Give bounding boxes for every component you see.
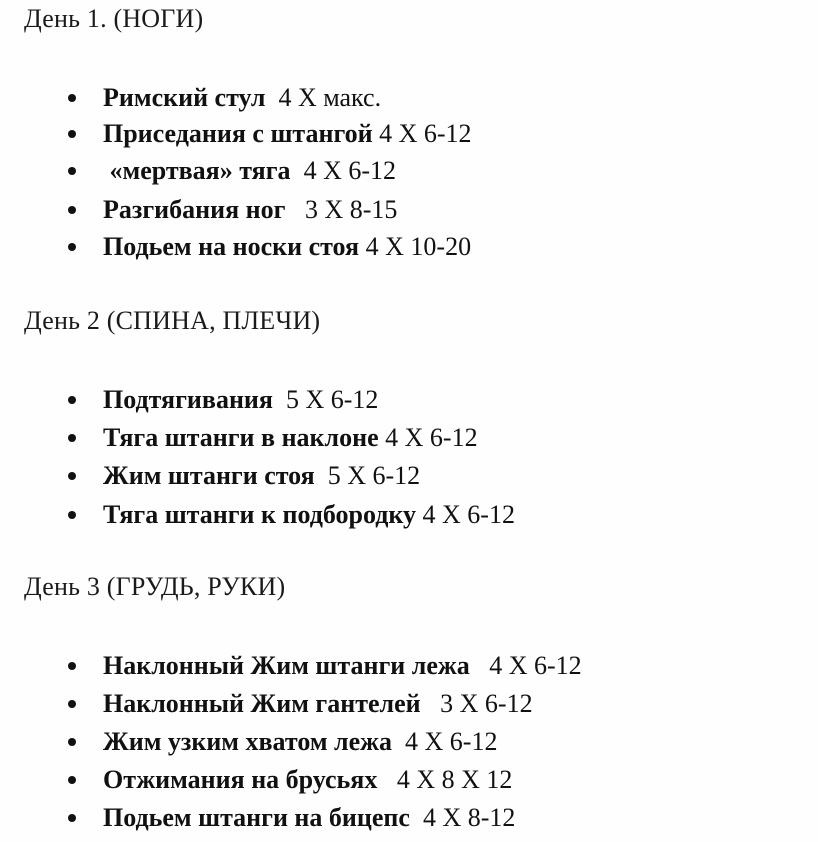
bullet-icon bbox=[68, 167, 76, 175]
list-item bbox=[68, 686, 533, 722]
exercise-reps: 4 Х 10-20 bbox=[365, 232, 472, 261]
exercise-name: Разгибания ног bbox=[103, 195, 286, 224]
exercise-reps: 4 Х 6-12 bbox=[303, 156, 396, 185]
list-item bbox=[68, 420, 478, 456]
exercise-name: Жим штанги стоя bbox=[103, 461, 315, 490]
bullet-icon bbox=[68, 700, 76, 708]
exercise-reps: 4 Х 6-12 bbox=[405, 727, 498, 756]
bullet-icon bbox=[68, 396, 76, 404]
bullet-icon bbox=[68, 814, 76, 822]
exercise-name: «мертвая» тяга bbox=[103, 156, 291, 185]
exercise-reps: 4 Х 6-12 bbox=[385, 423, 478, 452]
bullet-icon bbox=[68, 511, 76, 519]
list-item bbox=[68, 648, 582, 684]
bullet-icon bbox=[68, 206, 76, 214]
exercise-name: Наклонный Жим гантелей bbox=[103, 689, 421, 718]
bullet-icon bbox=[68, 472, 76, 480]
bullet-icon bbox=[68, 662, 76, 670]
list-item bbox=[68, 724, 497, 760]
exercise-name: Жим узким хватом лежа bbox=[103, 727, 393, 756]
list-item bbox=[68, 80, 381, 116]
exercise-reps: 4 Х 6-12 bbox=[422, 500, 515, 529]
exercise-reps: 4 Х макс. bbox=[278, 83, 382, 112]
exercise-reps: 5 Х 6-12 bbox=[327, 461, 421, 490]
exercise-reps: 4 Х 8 Х 12 bbox=[396, 765, 513, 794]
list-item bbox=[68, 229, 471, 265]
list-item bbox=[68, 153, 396, 189]
exercise-reps: 5 Х 6-12 bbox=[285, 385, 379, 414]
exercise-name: Тяга штанги к подбородку bbox=[103, 500, 417, 529]
bullet-icon bbox=[68, 738, 76, 746]
exercise-reps: 3 Х 6-12 bbox=[440, 689, 533, 718]
day-3-heading: День 3 (ГРУДЬ, РУКИ) bbox=[24, 572, 286, 601]
day-2-heading: День 2 (СПИНА, ПЛЕЧИ) bbox=[24, 306, 321, 335]
bullet-icon bbox=[68, 94, 76, 102]
exercise-name: Наклонный Жим штанги лежа bbox=[103, 651, 470, 680]
bullet-icon bbox=[68, 776, 76, 784]
exercise-name: Тяга штанги в наклоне bbox=[103, 423, 379, 452]
list-item bbox=[68, 116, 472, 152]
exercise-reps: 4 Х 6-12 bbox=[489, 651, 582, 680]
exercise-name: Подьем штанги на бицепс bbox=[103, 803, 410, 832]
exercise-reps: 4 Х 8-12 bbox=[422, 803, 516, 832]
list-item bbox=[68, 762, 512, 798]
exercise-name: Подьем на носки стоя bbox=[103, 232, 360, 261]
list-item bbox=[68, 458, 420, 494]
day-1-heading: День 1. (НОГИ) bbox=[24, 4, 204, 33]
bullet-icon bbox=[68, 434, 76, 442]
bullet-icon bbox=[68, 130, 76, 138]
bullet-icon bbox=[68, 243, 76, 251]
exercise-name: Римский стул bbox=[103, 83, 266, 112]
exercise-reps: 4 Х 6-12 bbox=[379, 119, 472, 148]
exercise-name: Приседания с штангой bbox=[103, 119, 373, 148]
list-item bbox=[68, 192, 397, 228]
list-item bbox=[68, 497, 515, 533]
list-item bbox=[68, 800, 515, 836]
list-item bbox=[68, 382, 378, 418]
exercise-reps: 3 Х 8-15 bbox=[304, 195, 398, 224]
exercise-name: Отжимания на брусьях bbox=[103, 765, 378, 794]
exercise-name: Подтягивания bbox=[103, 385, 273, 414]
